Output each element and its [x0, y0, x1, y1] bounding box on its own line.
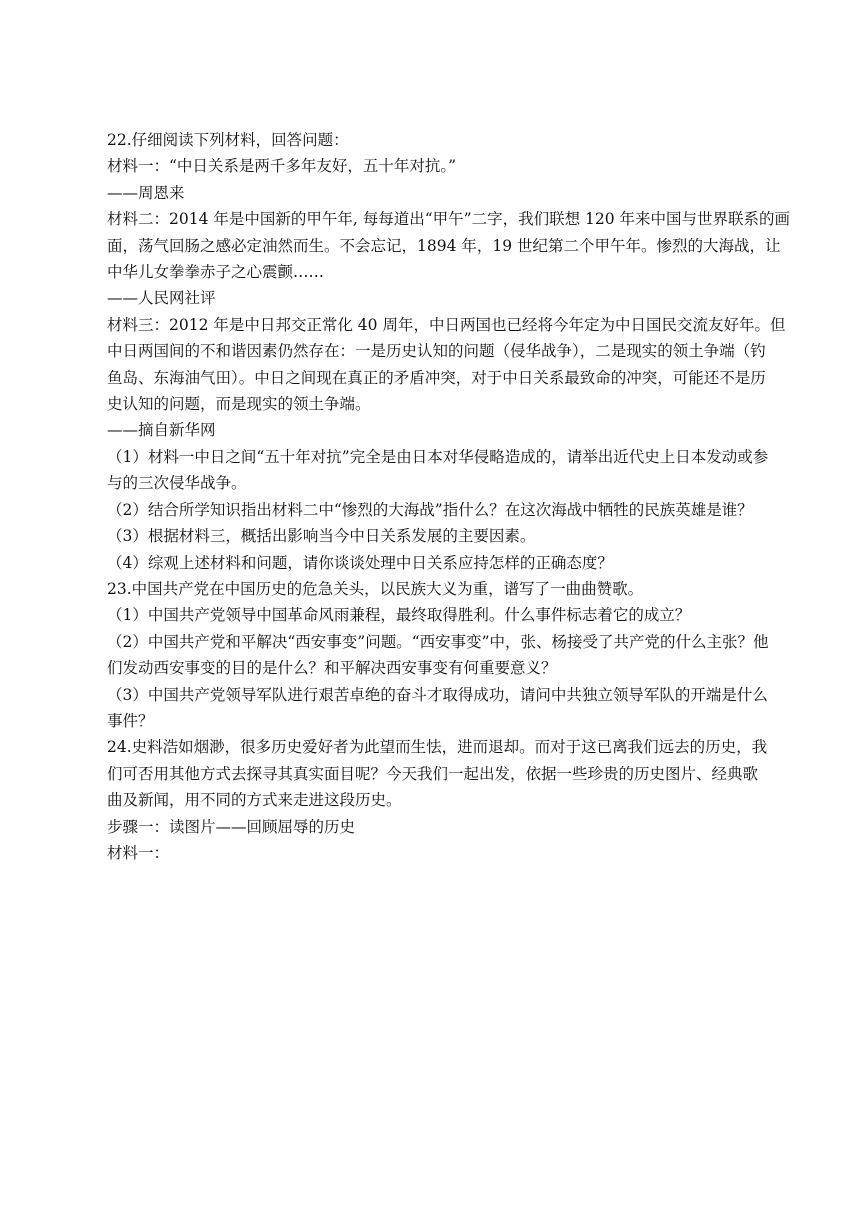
text-line: 步骤一：读图片——回顾屈辱的历史	[107, 817, 356, 836]
text-line: 24.史料浩如烟渺，很多历史爱好者为此望而生怯，进而退却。而对于这已离我们远去的历史，我	[107, 738, 768, 757]
text-line: 材料一：	[107, 843, 170, 862]
text-line: 材料三：2012 年是中日邦交正常化 40 周年，中日两国也已经将今年定为中日国民交流友好年。但	[107, 315, 786, 334]
text-line: 与的三次侵华战争。	[107, 474, 247, 493]
text-line: 中华儿女拳拳赤子之心震颤……	[107, 263, 325, 282]
text-line: 材料一：“中日关系是两千多年友好，五十年对抗。”	[107, 157, 457, 176]
text-line: 们发动西安事变的目的是什么？和平解决西安事变有何重要意义？	[107, 659, 557, 678]
text-line: （3）中国共产党领导军队进行艰苦卓绝的奋斗才取得成功，请问中共独立领导军队的开端是什么	[107, 685, 768, 704]
text-line: 中日两国间的不和谐因素仍然存在：一是历史认知的问题（侵华战争），二是现实的领土争端（钓	[107, 342, 766, 361]
text-line: （2）结合所学知识指出材料二中“惨烈的大海战”指什么？在这次海战中牺牲的民族英雄是谁？	[107, 500, 753, 519]
text-line: 材料二：2014 年是中国新的甲午年, 每每道出“甲午”二字，我们联想 120 年来中国与世界联系的画	[107, 210, 791, 229]
text-line: ——人民网社评	[107, 289, 216, 308]
text-line: 们可否用其他方式去探寻其真实面目呢？今天我们一起出发，依据一些珍贵的历史图片、经典歌	[107, 764, 759, 783]
text-line: 22.仔细阅读下列材料，回答问题：	[107, 131, 349, 149]
text-line: ——摘自新华网	[107, 421, 216, 440]
text-line: 曲及新闻，用不同的方式来走进这段历史。	[107, 791, 402, 810]
text-line: 史认知的问题，而是现实的领土争端。	[107, 395, 371, 414]
text-line: ——周恩来	[107, 183, 185, 202]
text-line: 23.中国共产党在中国历史的危急关头，以民族大义为重，谱写了一曲曲赞歌。	[107, 579, 644, 598]
text-line: （3）根据材料三，概括出影响当今中日关系发展的主要因素。	[107, 527, 536, 546]
text-line: （1）中国共产党领导中国革命风雨兼程，最终取得胜利。什么事件标志着它的成立？	[107, 606, 691, 625]
text-line: 面，荡气回肠之感必定油然而生。不会忘记，1894 年，19 世纪第二个甲午年。惨烈的大海战，让	[107, 236, 781, 255]
document-page	[107, 127, 791, 866]
text-line: （1）材料一中日之间“五十年对抗”完全是由日本对华侵略造成的，请举出近代史上日本发动或参	[107, 447, 769, 466]
text-line: 事件？	[107, 711, 154, 730]
text-line: （4）综观上述材料和问题，请你谈谈处理中日关系应持怎样的正确态度？	[107, 553, 613, 572]
text-line: （2）中国共产党和平解决“西安事变”问题。“西安事变”中，张、杨接受了共产党的什么主张？他	[107, 632, 769, 651]
text-line: 鱼岛、东海油气田）。中日之间现在真正的矛盾冲突，对于中日关系最致命的冲突，可能还不是历	[107, 368, 766, 387]
